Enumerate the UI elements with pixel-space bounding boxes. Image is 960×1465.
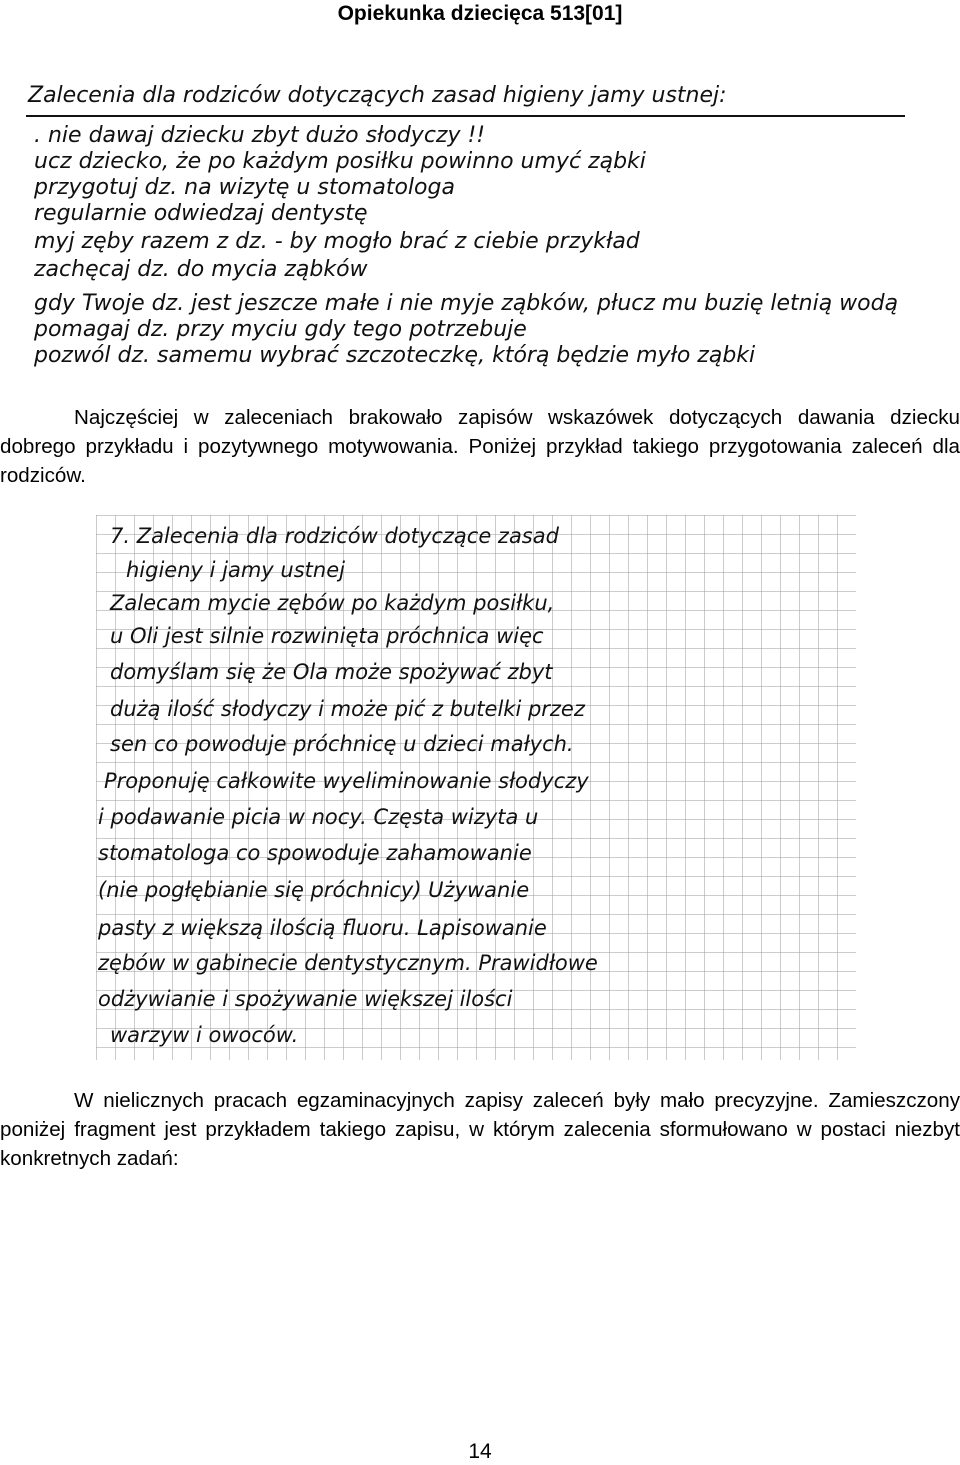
paragraph-2-text: W nielicznych pracach egzaminacyjnych zapisy zaleceń były mało precyzyjne. Zamieszczony poniżej fragment jest przykładem takiego zapisu, w którym zalecenia sformułowano w postaci niezbyt konkretnych zadań: xyxy=(0,1089,960,1170)
scan1-title: Zalecenia dla rodziców dotyczących zasad higieny jamy ustnej: xyxy=(28,83,727,108)
scan1-line: pozwól dz. samemu wybrać szczoteczkę, którą będzie myło ząbki xyxy=(34,343,756,368)
scan1-line: . nie dawaj dziecku zbyt dużo słodyczy !! xyxy=(34,123,486,148)
scan2-line: Zalecam mycie zębów po każdym posiłku, xyxy=(110,591,555,615)
scan1-line: ucz dziecko, że po każdym posiłku powinno umyć ząbki xyxy=(34,149,646,174)
handwritten-scan-2 xyxy=(96,515,856,1060)
scan1-line: zachęcaj dz. do mycia ząbków xyxy=(34,257,368,282)
scan2-line: 7. Zalecenia dla rodziców dotyczące zasad xyxy=(110,524,559,548)
scan1-line: myj zęby razem z dz. - by mogło brać z ciebie przykład xyxy=(34,229,640,254)
scan2-line: i podawanie picia w nocy. Częsta wizyta u xyxy=(98,805,539,829)
scan2-line: Proponuję całkowite wyeliminowanie słodyczy xyxy=(104,769,589,793)
scan1-line: gdy Twoje dz. jest jeszcze małe i nie myje ząbków, płucz mu buzię letnią wodą xyxy=(34,291,899,316)
page-header: Opiekunka dziecięca 513[01] xyxy=(337,2,623,25)
paragraph-1 xyxy=(0,403,960,490)
scan2-line: sen co powoduje próchnicę u dzieci małych. xyxy=(110,732,574,756)
scan1-line: przygotuj dz. na wizytę u stomatologa xyxy=(34,175,455,200)
scan1-line: pomagaj dz. przy myciu gdy tego potrzebuje xyxy=(34,317,527,342)
handwritten-scan-1 xyxy=(20,70,940,380)
scan2-line: domyślam się że Ola może spożywać zbyt xyxy=(110,660,553,684)
scan2-line: dużą ilość słodyczy i może pić z butelki przez xyxy=(110,697,585,721)
scan2-line: warzyw i owoców. xyxy=(110,1023,299,1047)
page-number: 14 xyxy=(468,1440,492,1463)
paragraph-2 xyxy=(0,1086,960,1173)
paragraph-1-text: Najczęściej w zaleceniach brakowało zapisów wskazówek dotyczących dawania dziecku dobrego przykładu i pozytywnego motywowania. Poniżej przykład takiego przygotowania zaleceń dla rodziców. xyxy=(0,406,960,487)
scan2-line: zębów w gabinecie dentystycznym. Prawidłowe xyxy=(98,951,598,975)
scan2-line: u Oli jest silnie rozwinięta próchnica więc xyxy=(110,624,544,648)
scan1-line: regularnie odwiedzaj dentystę xyxy=(34,201,368,226)
scan2-line: (nie pogłębianie się próchnicy) Używanie xyxy=(98,878,530,902)
scan2-line: pasty z większą ilością fluoru. Lapisowanie xyxy=(98,916,547,940)
scan2-line: odżywianie i spożywanie większej ilości xyxy=(98,987,513,1011)
scan2-line: higieny i jamy ustnej xyxy=(126,558,345,582)
scan2-line: stomatologa co spowoduje zahamowanie xyxy=(98,841,532,865)
